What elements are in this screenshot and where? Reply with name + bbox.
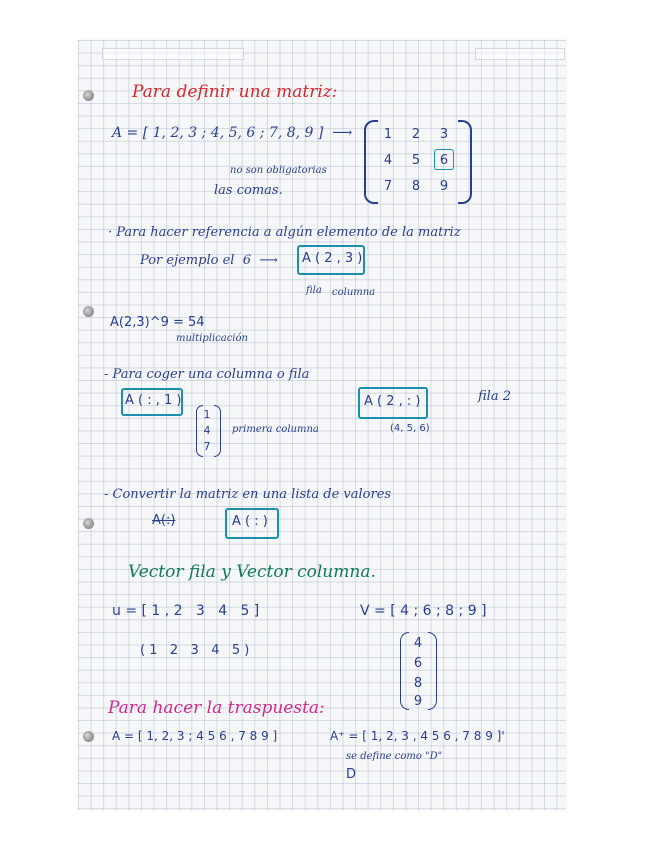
section-title-take-column-row: - Para coger una columna o fila <box>104 367 310 382</box>
sheet-header-cell <box>102 48 244 60</box>
first-column-label: primera columna <box>232 424 319 435</box>
column-vector-bracket-right <box>214 405 221 457</box>
row-vector-display: ( 1 2 3 4 5 ) <box>140 643 250 658</box>
binder-hole <box>83 518 94 529</box>
label-fila: fila <box>306 285 322 296</box>
row-result: (4, 5, 6) <box>390 423 430 434</box>
example-line: Por ejemplo el 6 ⟶ <box>140 253 278 268</box>
matrix-bracket-right <box>458 120 472 204</box>
section-title-convert-list: - Convertir la matriz en una lista de valores <box>104 487 392 502</box>
transpose-note: se define como "D" <box>346 751 443 762</box>
power-expression: A(2,3)^9 = 54 <box>110 315 205 330</box>
row-2-label: fila 2 <box>478 389 511 404</box>
binder-hole <box>83 90 94 101</box>
column-expr: A ( : , 1 ) <box>125 393 182 408</box>
row-expr: A ( 2 , : ) <box>364 394 421 409</box>
note-commas-line1: no son obligatorias <box>230 165 327 176</box>
matrix-cell-highlighted: 6 <box>439 153 449 168</box>
matrix-definition: A = [ 1, 2, 3 ; 4, 5, 6 ; 7, 8, 9 ] ⟶ <box>112 125 353 141</box>
grid-paper-sheet <box>78 40 566 810</box>
transpose-matrix-definition: A = [ 1, 2, 3 ; 4 5 6 , 7 8 9 ] <box>112 729 278 743</box>
matrix-bracket-left <box>364 120 378 204</box>
matrix-cell: 3 <box>439 127 449 142</box>
transpose-expr: A⁺ = [ 1, 2, 3 , 4 5 6 , 7 8 9 ]' <box>330 729 505 743</box>
section-title-vectors: Vector fila y Vector columna. <box>128 562 376 582</box>
column-vector-value: 1 <box>203 408 211 421</box>
section-title-transpose: Para hacer la traspuesta: <box>108 698 325 718</box>
col-vector-value: 9 <box>413 694 423 709</box>
reference-element-line: · Para hacer referencia a algún elemento de la matriz <box>108 225 461 240</box>
row-vector-definition: u = [ 1 , 2 3 4 5 ] <box>112 603 260 619</box>
highlight-box-6 <box>434 149 454 170</box>
binder-hole <box>83 731 94 742</box>
matrix-cell: 9 <box>439 179 449 194</box>
matrix-cell: 1 <box>383 127 393 142</box>
element-reference-expr: A ( 2 , 3 ) <box>302 251 363 266</box>
list-expr: A ( : ) <box>232 514 268 529</box>
crossed-out-expr: A(:) <box>152 513 176 528</box>
note-commas-line2: las comas. <box>214 183 283 198</box>
col-vector-value: 8 <box>413 676 423 691</box>
transpose-d: D <box>346 767 357 782</box>
column-vector-value: 7 <box>203 440 211 453</box>
multiplication-note: multiplicación <box>176 333 248 344</box>
matrix-cell: 8 <box>411 179 421 194</box>
matrix-cell: 4 <box>383 153 393 168</box>
label-columna: columna <box>332 287 376 298</box>
col-vector-bracket-right <box>428 632 437 710</box>
matrix-cell: 5 <box>411 153 421 168</box>
column-vector-definition: V = [ 4 ; 6 ; 8 ; 9 ] <box>360 603 487 619</box>
section-title-define-matrix: Para definir una matriz: <box>132 82 338 102</box>
matrix-cell: 2 <box>411 127 421 142</box>
sheet-header-cell <box>475 48 565 60</box>
col-vector-value: 4 <box>413 636 423 651</box>
matrix-cell: 7 <box>383 179 393 194</box>
col-vector-value: 6 <box>413 656 423 671</box>
column-vector-value: 4 <box>203 424 211 437</box>
binder-hole <box>83 306 94 317</box>
